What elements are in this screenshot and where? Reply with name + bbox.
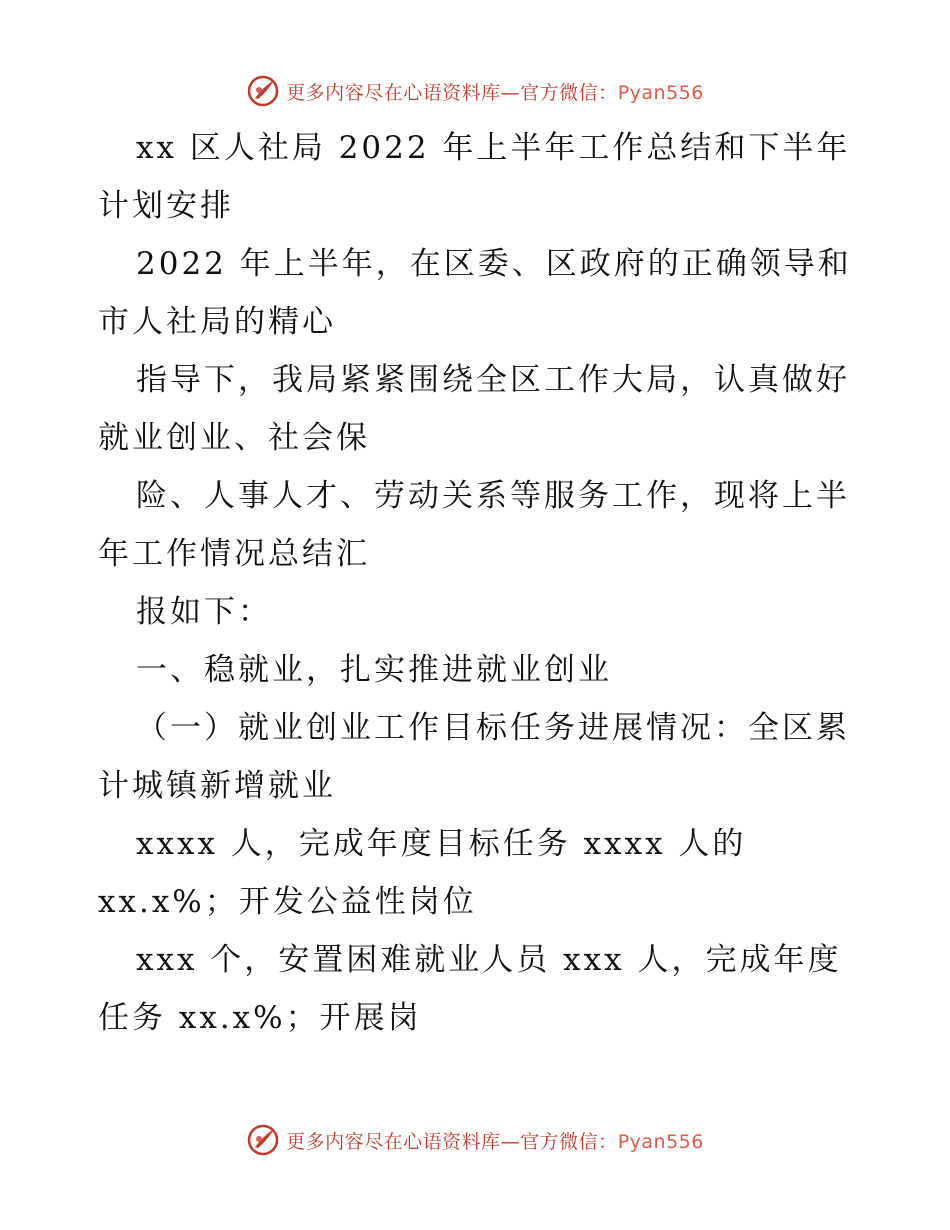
document-body <box>98 119 858 1047</box>
doc-line: 险、人事人才、劳动关系等服务工作，现将上半 <box>136 478 850 514</box>
doc-line: 一、稳就业，扎实推进就业创业 <box>136 652 612 688</box>
doc-line: xx 区人社局 2022 年上半年工作总结和下半年 <box>136 130 851 166</box>
doc-line: 年工作情况总结汇 <box>98 536 370 572</box>
watermark-wechat-label: 官方微信： <box>520 1130 618 1153</box>
watermark-wechat-label: 官方微信： <box>520 81 618 104</box>
doc-line: 任务 xx.x%；开展岗 <box>98 1000 422 1036</box>
watermark-text <box>286 78 704 105</box>
watermark-separator: — <box>500 1130 521 1153</box>
doc-line: 计城镇新增就业 <box>98 768 336 804</box>
watermark-banner-bottom <box>0 1120 950 1160</box>
watermark-brand: 更多内容尽在心语资料库 <box>286 81 501 104</box>
watermark-separator: — <box>500 81 521 104</box>
watermark-wechat-id: Pyan556 <box>617 81 704 104</box>
doc-line: 2022 年上半年，在区委、区政府的正确领导和 <box>136 246 852 282</box>
doc-line: xxx 个，安置困难就业人员 xxx 人，完成年度 <box>136 942 842 978</box>
doc-line: （一）就业创业工作目标任务进展情况：全区累 <box>136 710 850 746</box>
watermark-wechat-id: Pyan556 <box>617 1130 704 1153</box>
doc-line: 计划安排 <box>98 188 234 224</box>
doc-line: xx.x%；开发公益性岗位 <box>98 884 477 920</box>
doc-line: 市人社局的精心 <box>98 304 336 340</box>
quill-seal-icon <box>246 74 280 108</box>
doc-line: 指导下，我局紧紧围绕全区工作大局，认真做好 <box>136 362 850 398</box>
doc-line: 就业创业、社会保 <box>98 420 370 456</box>
quill-seal-icon <box>246 1123 280 1157</box>
watermark-brand: 更多内容尽在心语资料库 <box>286 1130 501 1153</box>
watermark-text <box>286 1127 704 1154</box>
doc-line: 报如下： <box>136 594 272 630</box>
watermark-banner-top <box>0 71 950 111</box>
doc-line: xxxx 人，完成年度目标任务 xxxx 人的 <box>136 826 747 862</box>
